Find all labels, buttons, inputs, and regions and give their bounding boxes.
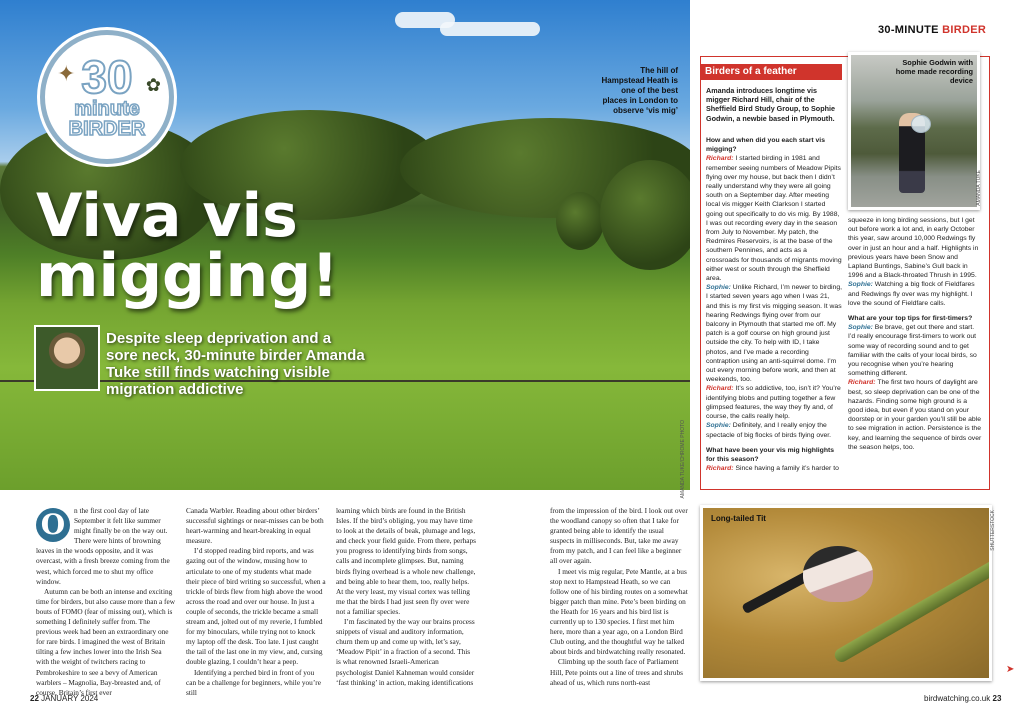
- speaker-sophie: Sophie:: [848, 281, 873, 289]
- body-column-4: [550, 506, 690, 688]
- author-portrait: [34, 325, 100, 391]
- body-column-1: [36, 506, 176, 698]
- thirty-minute-birder-logo: [40, 30, 174, 164]
- long-tailed-tit-photo: [700, 505, 992, 681]
- question: What are your top tips for first-timers?: [848, 315, 973, 323]
- question: What have been your vis mig highlights for this season?: [706, 446, 835, 463]
- end-arrow-icon: ➤: [1006, 664, 1015, 675]
- photo-caption: Sophie Godwin with home made recording device: [895, 58, 973, 85]
- owl-icon: ✦: [57, 61, 76, 86]
- answer: Be brave, get out there and start. I’d really encourage first-timers to work out some way of recording sound and to get familiar with the calls of your local birds, so you recognise when you’re hearing something different.: [848, 324, 977, 378]
- logo-number: 30: [81, 51, 133, 103]
- bird-icon: ✿: [145, 75, 161, 95]
- speaker-richard: Richard:: [706, 385, 734, 393]
- section-header: [878, 24, 986, 36]
- speaker-sophie: Sophie:: [848, 324, 873, 332]
- speaker-richard: Richard:: [848, 379, 876, 387]
- answer: Definitely, and I really enjoy the spectacle of big flocks of birds flying over.: [706, 422, 832, 439]
- photo-caption: Long-tailed Tit: [711, 514, 766, 523]
- paragraph: Autumn can be both an intense and exciting time for birders, but also cause more than a few bouts of FOMO (fear of missing out), which is something I definitely suffer from. The previous week had been an extraordinary one for rare birds. I imagined the west of Britain tilting a few inches lower into the Irish Sea with the weight of twitchers racing to Pembrokeshire to see a bevy of American warblers – Magnolia, Bay-breasted and, of course, Britain’s first ever: [36, 586, 175, 697]
- photo-credit: SHUTTERSTOCK: [990, 510, 996, 551]
- logo-word-birder: BIRDER: [68, 118, 146, 140]
- sidebar-intro: Amanda introduces longtime vis migger Richard Hill, chair of the Sheffield Bird Study Group, to Sophie Godwin, a newbie based in Plymouth.: [706, 86, 835, 123]
- answer: Watching a big flock of Fieldfares and Redwings fly over was my highlight. I love the sound of Fieldfare calls.: [848, 281, 975, 307]
- page-number: 22: [30, 694, 39, 703]
- photo-credit: AMANDA TUKE: [976, 170, 982, 206]
- footer-left: [30, 694, 98, 703]
- speaker-sophie: Sophie:: [706, 422, 731, 430]
- page-number: 23: [992, 694, 1002, 703]
- article-title: Viva vis migging!: [36, 181, 339, 311]
- body-column-3: [336, 506, 476, 688]
- cloud: [440, 22, 540, 36]
- tree: [556, 192, 604, 250]
- paragraph: Climbing up the south face of Parliament Hill, Pete points out a line of trees and shrubs ahead of us, which runs north-east: [550, 657, 683, 687]
- answer: squeeze in long birding sessions, but I get out before work a lot and, in early October this year, saw around 10,000 Redwings fly over in just an hour and a half. Highlights in previous years have been Snow and Lapland Buntings, Sabine’s Gull back in 1996 and a Black-throated Thrush in 1995.: [848, 217, 979, 280]
- footer-right: [924, 694, 1001, 703]
- body-column-2: [186, 506, 326, 698]
- answer: I started birding in 1981 and remember seeing numbers of Meadow Pipits flying over my house, but back then I didn’t really understand why they were all going south on a September day. After meeting local vis migger Keith Clarkson I started going out specifically to do vis mig. By 1988, I was out recording every day in the season from July to November. My patch, the Redmires Reservoirs, is at the base of the southern Pennines, and acts as a crossroads for thousands of migrants moving either west or south through the Sheffield area.: [706, 155, 842, 283]
- section-header-part2: BIRDER: [942, 24, 987, 36]
- answer: The first two hours of daylight are best, so sleep deprivation can be one of the hazards. Finding some high ground is a good idea, but even if you stand on your doorstep or in your garden you’ll still be able to see migration in action. Persistence is the key, and learning the sequence of birds over the season helps, too.: [848, 379, 982, 451]
- paragraph: from the impression of the bird. I look out over the woodland canopy so often that I take for granted being able to identify the usual suspects in milliseconds. But, take me away from my patch, and I can feel like a beginner all over again.: [550, 506, 688, 566]
- paragraph: Identifying a perched bird in front of you can be a challenge for beginners, while you’re still: [186, 667, 321, 697]
- issue-date: JANUARY 2024: [41, 694, 99, 703]
- answer: Unlike Richard, I’m newer to birding, I started seven years ago when I was 21, and this is my first vis migging season. It was hearing Redwings flying over from our balcony in Plymouth that started me off. My patch is a golf course on high ground just outside the city. To help with ID, I take photos, and I’ve made a recording contraption using an anti-squirrel dome. I’m out every morning before work, and then at weekends, too.: [706, 284, 842, 384]
- section-header-part1: 30-MINUTE: [878, 24, 939, 36]
- sidebar-title: Birders of a feather: [700, 64, 842, 80]
- paragraph: I’m fascinated by the way our brains process snippets of visual and auditory information, churn them up and come up with, let’s say, ‘Meadow Pipit’ in a fraction of a second. This is what renowned Israeli-American psychologist Daniel Kahneman would consider ‘fast thinking’ in action, making identifications: [336, 617, 475, 687]
- sidebar-column-1: [706, 130, 842, 473]
- sidebar-column-2: [848, 216, 982, 452]
- logo-word-minute: minute: [74, 98, 140, 120]
- speaker-richard: Richard:: [706, 155, 734, 163]
- sophie-photo: [848, 52, 980, 210]
- standfirst: Despite sleep deprivation and a sore neck, 30-minute birder Amanda Tuke still finds watching visible migration addictive: [106, 330, 365, 398]
- answer: It’s so addictive, too, isn’t it? You’re identifying blobs and putting together a few glimpsed features, the way they fly and, of course, the calls really help.: [706, 385, 841, 421]
- paragraph: I’d stopped reading bird reports, and was gazing out of the window, musing how to articulate to one of my students what made their piece of bird writing so successful, when a trickle of birds flew from high above the wood across the road and over our house. In just a couple of seconds, the trickle became a small stream and, jolted out of my reverie, I fumbled for my binoculars, while trying not to knock my laptop off the desk. Too late. I just caught the tail of the last one in my view, and, cursing double glazing, I couldn’t hear a peep.: [186, 546, 326, 667]
- answer: Since having a family it’s harder to: [733, 465, 839, 473]
- photo-credit: AMANDA TUKE/CHROME PHOTO: [680, 420, 686, 499]
- paragraph: n the first cool day of late September it felt like summer might finally be on the way out. There were hints of browning leaves in the woods opposite, and it was overcast, with a fresh breeze coming from the west, which forced me to shut my office window.: [36, 506, 170, 586]
- paragraph: I meet vis mig regular, Pete Mantle, at a bus stop next to Hampstead Heath, so we can follow one of his birding routes on a somewhat bigger patch than mine. Pete’s been birding on the Heath for 16 years and his bird list is currently up to 130 species. I first met him here, more than a year ago, on a London Bird Club outing, and the thoughtful way he talked about birds and birdwatching really resonated.: [550, 566, 688, 657]
- question: How and when did you each start vis migging?: [706, 137, 825, 154]
- photo-caption: The hill of Hampstead Heath is one of the best places in London to observe ‘vis mig’: [601, 66, 678, 115]
- website: birdwatching.co.uk: [924, 694, 991, 703]
- bird: [803, 546, 873, 602]
- drop-cap: O: [36, 508, 70, 542]
- tree: [600, 160, 690, 270]
- recording-device: [911, 115, 931, 133]
- paragraph: Canada Warbler. Reading about other birders’ successful sightings or near-misses can be both heart-warming and heart-breaking in equal measure.: [186, 506, 324, 546]
- speaker-richard: Richard:: [706, 465, 734, 473]
- paragraph: learning which birds are found in the British Isles. If the bird’s obliging, you may have time to look at the details of beak, plumage and legs, and check your field guide. From there, perhaps you progress to identifying birds from songs, calls and incomplete glimpses. But, naming birds flying overhead is a whole new challenge, and being able to hear them, too, really helps. At the very least, my visual cortex was telling me that the birds I had just seen fly over were not a familiar species.: [336, 506, 477, 616]
- speaker-sophie: Sophie:: [706, 284, 731, 292]
